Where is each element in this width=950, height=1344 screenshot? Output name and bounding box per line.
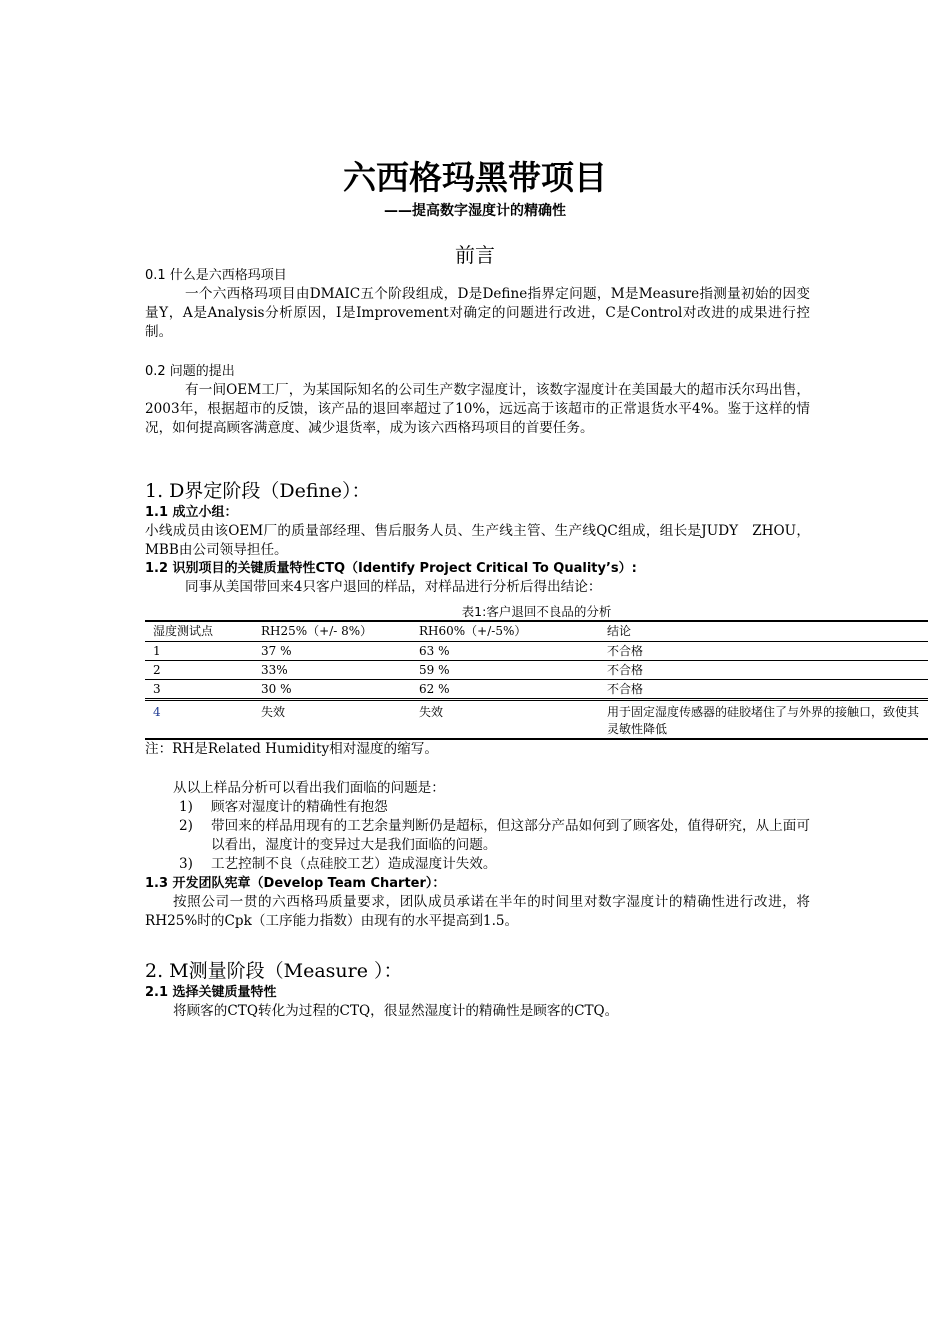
table-cell: 3 (145, 680, 253, 700)
table-header-cell: RH60%（+/-5%） (411, 621, 599, 642)
table-header-cell: RH25%（+/- 8%） (253, 621, 411, 642)
section-2 (145, 958, 810, 1021)
table-cell: 30 % (253, 680, 411, 700)
section-1-3-heading: 1.3 开发团队宪章（Develop Team Charter）： (145, 876, 446, 891)
list-item (145, 855, 810, 874)
table-row (145, 661, 928, 680)
table-header-cell: 湿度测试点 (145, 621, 253, 642)
section-0-1 (145, 267, 810, 342)
section-2-1-heading: 2.1 选择关键质量特性 (145, 985, 277, 1000)
table-row (145, 642, 928, 661)
list-item (145, 817, 810, 855)
section-0-2 (145, 363, 810, 438)
section-1 (145, 478, 810, 597)
section-0-1-heading: 0.1 什么是六西格玛项目 (145, 268, 287, 283)
table-row (145, 700, 928, 740)
document-subtitle: ——提高数字湿度计的精确性 (384, 203, 566, 219)
section-1-3-body: 按照公司一贯的六西格玛质量要求，团队成员承诺在半年的时间里对数字湿度计的精确性进行改进，将RH25%时的Cpk（工序能力指数）由现有的水平提高到1.5。 (145, 894, 810, 929)
table-cell: 33% (253, 661, 411, 680)
table-cell: 不合格 (599, 680, 928, 700)
section-1-1-heading: 1.1 成立小组： (145, 505, 238, 520)
section-1-3 (145, 875, 810, 931)
list-item-text: 工艺控制不良（点硅胶工艺）造成湿度计失效。 (211, 856, 497, 872)
defect-analysis-table (145, 620, 928, 740)
table-cell: 不合格 (599, 661, 928, 680)
table-cell: 62 % (411, 680, 599, 700)
table-cell: 2 (145, 661, 253, 680)
analysis-block (145, 779, 810, 874)
table-cell: 63 % (411, 642, 599, 661)
list-item-number: 1) (179, 799, 193, 815)
table-header-cell: 结论 (599, 621, 928, 642)
section-0-2-heading: 0.2 问题的提出 (145, 364, 235, 379)
table-note-block (145, 740, 810, 759)
list-item-number: 3) (179, 856, 193, 872)
table-row (145, 680, 928, 700)
table-note: 注：RH是Related Humidity相对湿度的缩写。 (145, 741, 438, 757)
table-cell: 4 (145, 700, 253, 740)
section-0-2-body: 有一间OEM工厂，为某国际知名的公司生产数字湿度计，该数字湿度计在美国最大的超市沃尔玛出售，2003年，根据超市的反馈，该产品的退回率超过了10%，远远高于该超市的正常退货水平4%。鉴于这样的情况，如何提高顾客满意度、减少退货率，成为该六西格玛项目的首要任务。 (145, 382, 810, 436)
analysis-intro: 从以上样品分析可以看出我们面临的问题是： (173, 780, 445, 796)
list-item-text: 顾客对湿度计的精确性有抱怨 (211, 799, 388, 815)
section-2-heading: 2. M测量阶段（Measure ）： (145, 960, 403, 982)
section-1-2-heading: 1.2 识别项目的关键质量特性CTQ（Identify Project Critical To Quality’s）: (145, 561, 637, 576)
list-item-number: 2) (179, 818, 193, 834)
section-1-2-body: 同事从美国带回来4只客户退回的样品，对样品进行分析后得出结论： (185, 579, 602, 595)
preface-heading: 前言 (455, 243, 495, 267)
section-1-1-body: 小线成员由该OEM厂的质量部经理、售后服务人员、生产线主管、生产线QC组成，组长是JUDY ZHOU，MBB由公司领导担任。 (145, 523, 810, 558)
table-cell: 不合格 (599, 642, 928, 661)
table-cell: 失效 (253, 700, 411, 740)
section-0-1-body: 一个六西格玛项目由DMAIC五个阶段组成，D是Define指界定问题，M是Measure指测量初始的因变量Y，A是Analysis分析原因，I是Improvement对确定的问题进行改进，C是Control对改进的成果进行控制。 (145, 286, 810, 340)
table-cell: 59 % (411, 661, 599, 680)
table-header-row (145, 621, 928, 642)
table-cell: 失效 (411, 700, 599, 740)
document-title: 六西格玛黑带项目 (343, 158, 607, 197)
list-item-text: 带回来的样品用现有的工艺余量判断仍是超标，但这部分产品如何到了顾客处，值得研究，从上面可以看出，湿度计的变异过大是我们面临的问题。 (211, 818, 810, 853)
table-caption: 表1:客户退回不良品的分析 (461, 604, 612, 619)
table-cell: 1 (145, 642, 253, 661)
section-1-heading: 1. D界定阶段（Define）： (145, 480, 371, 502)
list-item (145, 798, 810, 817)
table-cell: 37 % (253, 642, 411, 661)
table-cell: 用于固定湿度传感器的硅胶堵住了与外界的接触口，致使其灵敏性降低 (599, 700, 928, 740)
section-2-1-body: 将顾客的CTQ转化为过程的CTQ，很显然湿度计的精确性是顾客的CTQ。 (173, 1003, 619, 1019)
